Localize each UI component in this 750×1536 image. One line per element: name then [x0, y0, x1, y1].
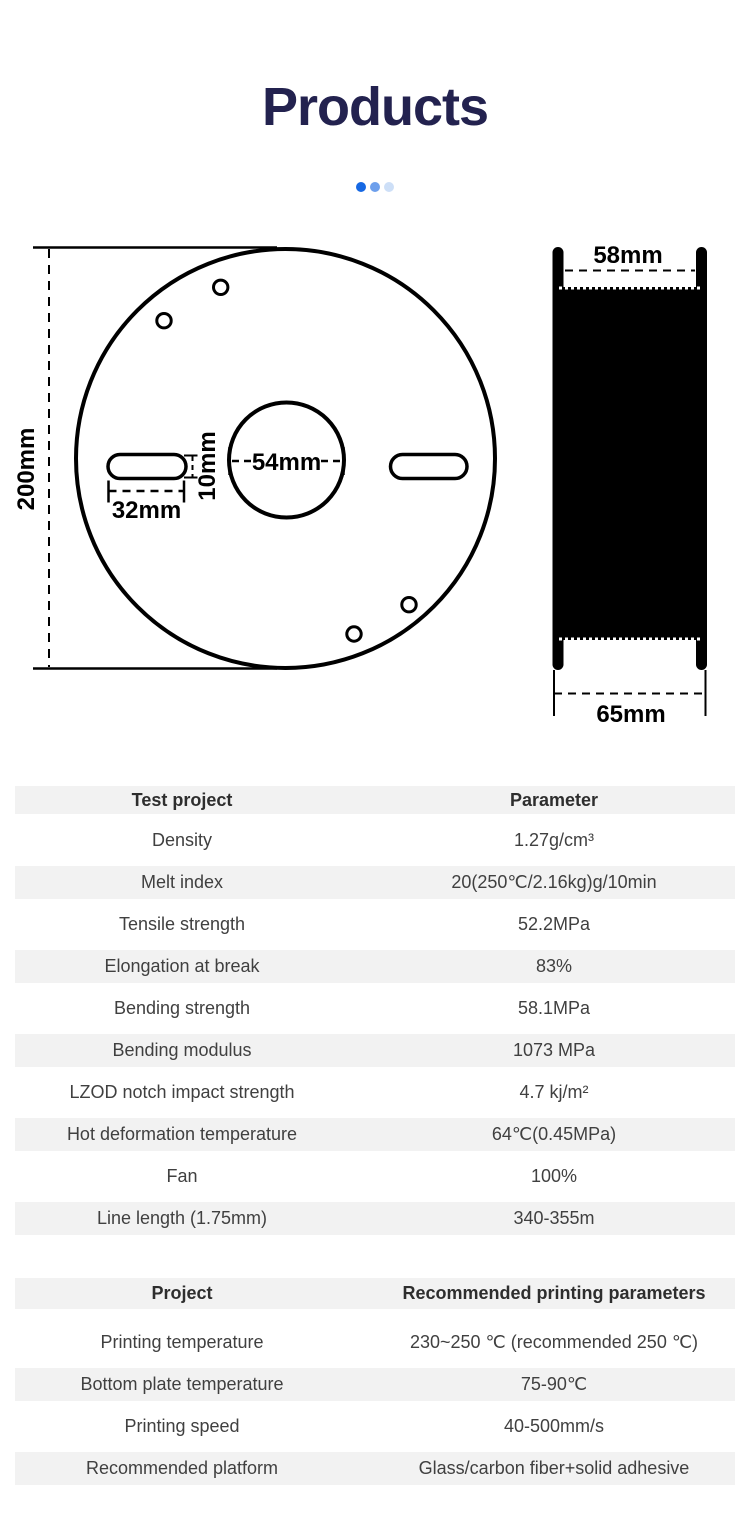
dim-label-slot-width: 10mm	[194, 431, 221, 501]
spec-header-test-project: Test project	[131, 789, 233, 810]
table-row	[15, 950, 735, 983]
row-name: Bending modulus	[112, 1040, 252, 1060]
table-row	[15, 824, 735, 857]
spool-dimension-diagram	[0, 230, 750, 760]
dim-label-inner-width: 58mm	[593, 242, 663, 269]
table-row	[15, 1076, 735, 1109]
row-value: 52.2MPa	[517, 914, 591, 934]
mount-hole-3	[402, 598, 416, 612]
row-name: Bending strength	[113, 998, 251, 1018]
row-name: Bottom plate temperature	[80, 1374, 284, 1394]
dim-label-outer-width: 65mm	[596, 701, 666, 728]
table-row	[15, 1326, 735, 1359]
filament-body	[557, 287, 703, 640]
table-row	[15, 866, 735, 899]
row-name: Recommended platform	[85, 1458, 279, 1478]
row-value: 230~250 ℃ (recommended 250 ℃)	[409, 1332, 699, 1352]
print-header-parameters: Recommended printing parameters	[402, 1283, 706, 1303]
row-name: Tensile strength	[118, 914, 246, 934]
table-row	[15, 992, 735, 1025]
spool-front-view	[13, 248, 495, 669]
row-name: Melt index	[140, 872, 224, 892]
row-name: Density	[151, 830, 213, 850]
table-row	[15, 1202, 735, 1235]
row-value: 1.27g/cm³	[513, 830, 595, 850]
table-row	[15, 1160, 735, 1193]
spec-table	[15, 786, 735, 1244]
row-name: Fan	[166, 1166, 198, 1186]
table-row	[15, 1368, 735, 1401]
table-row	[15, 1118, 735, 1151]
row-value: 340-355m	[513, 1208, 595, 1228]
printing-parameters-table	[15, 1278, 735, 1494]
row-value: 58.1MPa	[517, 998, 591, 1018]
dim-label-slot-length: 32mm	[111, 497, 182, 524]
dim-label-outer-diameter: 200mm	[13, 427, 40, 511]
row-name: LZOD notch impact strength	[69, 1082, 295, 1102]
mount-hole-4	[347, 627, 361, 641]
print-table-header	[15, 1278, 735, 1309]
spec-table-header	[15, 786, 735, 814]
mount-hole-1	[214, 280, 228, 294]
carousel-dot-active[interactable]	[356, 182, 366, 192]
row-name: Elongation at break	[104, 956, 260, 976]
row-value: 75-90℃	[520, 1374, 588, 1394]
mount-hole-2	[157, 314, 171, 328]
carousel-dot-2[interactable]	[370, 182, 380, 192]
page-title: Products	[261, 77, 489, 137]
row-value: 64℃(0.45MPa)	[491, 1124, 617, 1144]
table-row	[15, 908, 735, 941]
carousel-dot-3[interactable]	[384, 182, 394, 192]
slot-left	[108, 455, 186, 479]
row-value: Glass/carbon fiber+solid adhesive	[418, 1458, 690, 1478]
carousel-dots	[0, 182, 750, 192]
table-row	[15, 1410, 735, 1443]
row-name: Line length (1.75mm)	[96, 1208, 268, 1228]
row-name: Hot deformation temperature	[66, 1124, 298, 1144]
table-row	[15, 1452, 735, 1485]
spec-header-parameter: Parameter	[509, 789, 599, 810]
dim-label-hub-diameter: 54mm	[251, 449, 322, 476]
slot-right	[391, 455, 468, 479]
row-value: 40-500mm/s	[503, 1416, 605, 1436]
spool-side-view	[553, 242, 708, 728]
row-value: 20(250℃/2.16kg)g/10min	[451, 872, 657, 892]
row-value: 1073 MPa	[512, 1040, 596, 1060]
row-name: Printing speed	[124, 1416, 240, 1436]
row-value: 4.7 kj/m²	[519, 1082, 589, 1102]
table-row	[15, 1034, 735, 1067]
print-header-project: Project	[151, 1283, 213, 1303]
row-value: 100%	[530, 1166, 578, 1186]
row-name: Printing temperature	[100, 1332, 264, 1352]
row-value: 83%	[535, 956, 573, 976]
